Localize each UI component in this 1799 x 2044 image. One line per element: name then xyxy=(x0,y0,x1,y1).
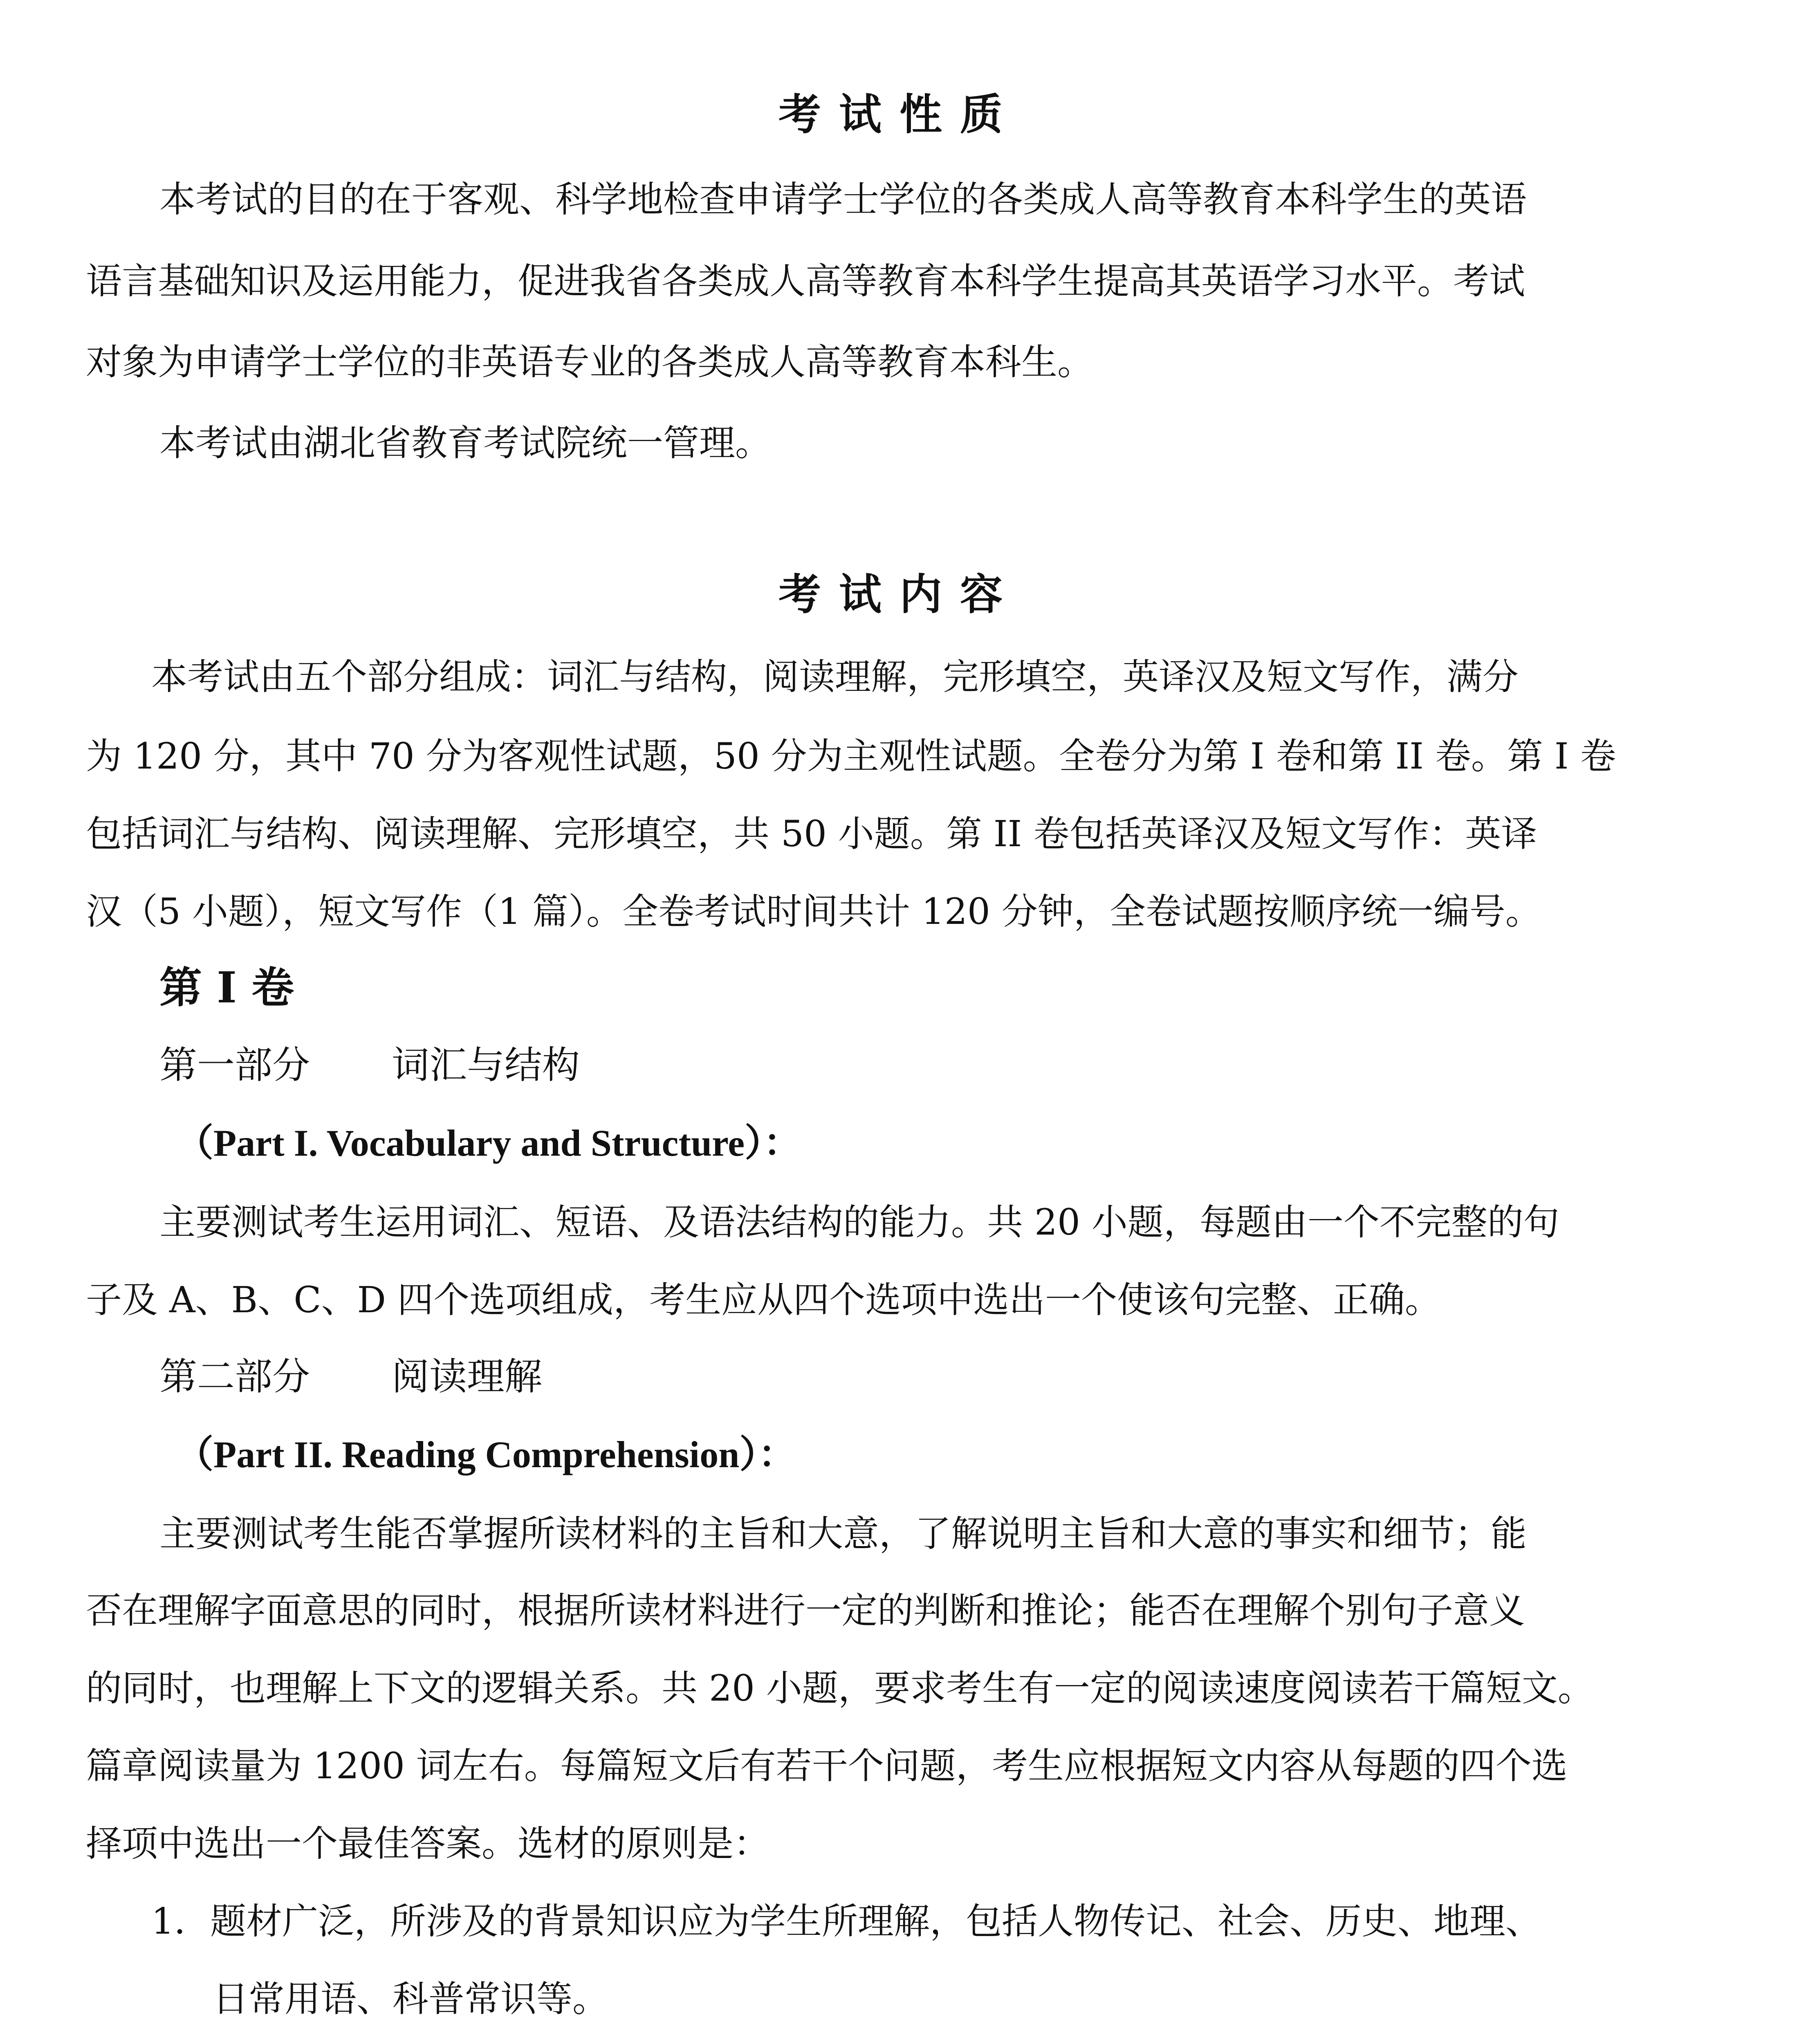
paragraph-line: 包括词汇与结构、阅读理解、完形填空，共 50 小题。第 II 卷包括英译汉及短文写作：英译 xyxy=(86,813,1537,855)
part-heading xyxy=(159,1352,542,1401)
paragraph-line: 择项中选出一个最佳答案。选材的原则是： xyxy=(86,1822,770,1865)
volume-heading: 第 I 卷 xyxy=(159,962,294,1013)
paragraph-line: 本考试由湖北省教育考试院统一管理。 xyxy=(159,422,772,464)
paragraph-line: 否在理解字面意思的同时，根据所读材料进行一定的判断和推论；能否在理解个别句子意义 xyxy=(86,1589,1525,1632)
part-english-title: （Part I. Vocabulary and Structure）： xyxy=(176,1122,801,1164)
part-english-title: （Part II. Reading Comprehension）： xyxy=(176,1434,796,1475)
principle-item: 1．题材广泛，所涉及的背景知识应为学生所理解，包括人物传记、社会、历史、地理、 xyxy=(151,1900,1541,1942)
principle-item: 日常用语、科普常识等。 xyxy=(213,1978,609,2020)
part-name: 阅读理解 xyxy=(392,1355,543,1399)
part-name: 词汇与结构 xyxy=(392,1043,580,1087)
part-number: 第二部分 xyxy=(159,1355,310,1399)
paragraph-line: 本考试由五个部分组成：词汇与结构，阅读理解，完形填空，英译汉及短文写作，满分 xyxy=(151,656,1519,698)
paragraph-line: 篇章阅读量为 1200 词左右。每篇短文后有若干个问题，考生应根据短文内容从每题的四个选 xyxy=(86,1745,1568,1787)
part-number: 第一部分 xyxy=(159,1043,310,1087)
section-title-nature: 考试性质 xyxy=(778,89,1021,139)
paragraph-line: 主要测试考生能否掌握所读材料的主旨和大意，了解说明主旨和大意的事实和细节；能 xyxy=(159,1513,1527,1555)
paragraph-line: 的同时，也理解上下文的逻辑关系。共 20 小题，要求考生有一定的阅读速度阅读若干篇短文。 xyxy=(86,1667,1594,1709)
paragraph-line: 语言基础知识及运用能力，促进我省各类成人高等教育本科学生提高其英语学习水平。考试 xyxy=(86,260,1525,302)
paragraph-line: 本考试的目的在于客观、科学地检查申请学士学位的各类成人高等教育本科学生的英语 xyxy=(159,178,1527,220)
section-title-content: 考试内容 xyxy=(778,569,1021,619)
paragraph-line: 子及 A、B、C、D 四个选项组成，考生应从四个选项中选出一个使该句完整、正确。 xyxy=(86,1279,1441,1321)
paragraph-line: 对象为申请学士学位的非英语专业的各类成人高等教育本科生。 xyxy=(86,341,1094,383)
paragraph-line: 主要测试考生运用词汇、短语、及语法结构的能力。共 20 小题，每题由一个不完整的句 xyxy=(159,1201,1559,1243)
part-heading xyxy=(159,1041,580,1090)
paragraph-line: 为 120 分，其中 70 分为客观性试题，50 分为主观性试题。全卷分为第 I 卷和第 II 卷。第 I 卷 xyxy=(86,735,1616,777)
paragraph-line: 汉（5 小题），短文写作（1 篇）。全卷考试时间共计 120 分钟，全卷试题按顺序统一编号。 xyxy=(86,890,1541,932)
